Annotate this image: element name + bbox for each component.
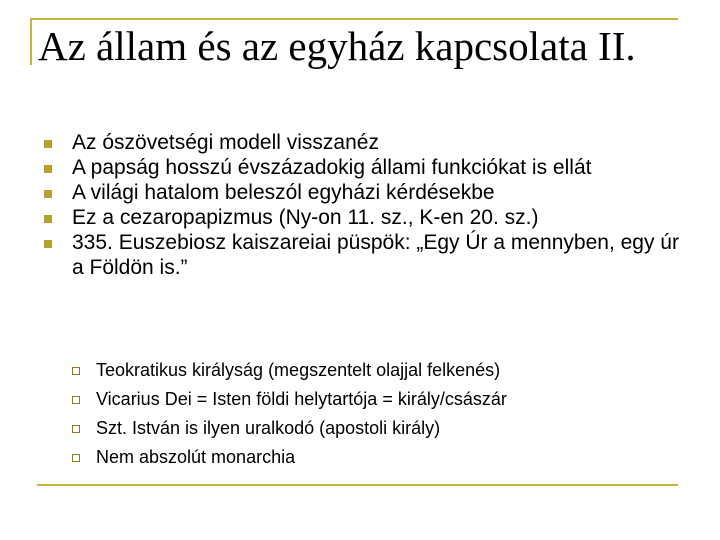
frame-bottom-line — [37, 484, 678, 486]
sub-bullet-text: Nem abszolút monarchia — [96, 447, 296, 467]
slide-title: Az állam és az egyház kapcsolata II. — [38, 23, 636, 69]
sub-bullet-text: Teokratikus királyság (megszentelt olajjal felkenés) — [96, 360, 501, 380]
sub-bullet-item — [68, 356, 507, 385]
bullet-list — [40, 130, 680, 280]
bullet-item — [40, 130, 680, 155]
square-bullet-icon — [44, 140, 52, 148]
hollow-square-bullet-icon — [72, 367, 80, 375]
hollow-square-bullet-icon — [72, 425, 80, 433]
hollow-square-bullet-icon — [72, 396, 80, 404]
bullet-text: 335. Euszebiosz kaiszareiai püspök: „Egy Úr a mennyben, egy úr a Földön is.” — [72, 231, 679, 279]
bullet-text: Az ószövetségi modell visszanéz — [72, 131, 379, 154]
sub-bullet-text: Szt. István is ilyen uralkodó (apostoli király) — [96, 418, 441, 438]
sub-bullet-item — [68, 414, 507, 443]
bullet-item — [40, 230, 680, 280]
sub-bullet-text: Vicarius Dei = Isten földi helytartója = király/császár — [96, 389, 507, 409]
bullet-item — [40, 155, 680, 180]
square-bullet-icon — [44, 240, 52, 248]
frame-top-line — [30, 18, 678, 20]
square-bullet-icon — [44, 215, 52, 223]
hollow-square-bullet-icon — [72, 454, 80, 462]
frame-left-line — [30, 18, 32, 65]
square-bullet-icon — [44, 190, 52, 198]
sub-bullet-item — [68, 385, 507, 414]
sub-bullet-list — [68, 356, 507, 472]
sub-bullet-item — [68, 443, 507, 472]
bullet-text: A világi hatalom beleszól egyházi kérdésekbe — [72, 181, 495, 204]
bullet-item — [40, 180, 680, 205]
bullet-item — [40, 205, 680, 230]
bullet-text: Ez a cezaropapizmus (Ny-on 11. sz., K-en 20. sz.) — [72, 206, 539, 229]
square-bullet-icon — [44, 165, 52, 173]
bullet-text: A papság hosszú évszázadokig állami funkciókat is ellát — [72, 156, 592, 179]
